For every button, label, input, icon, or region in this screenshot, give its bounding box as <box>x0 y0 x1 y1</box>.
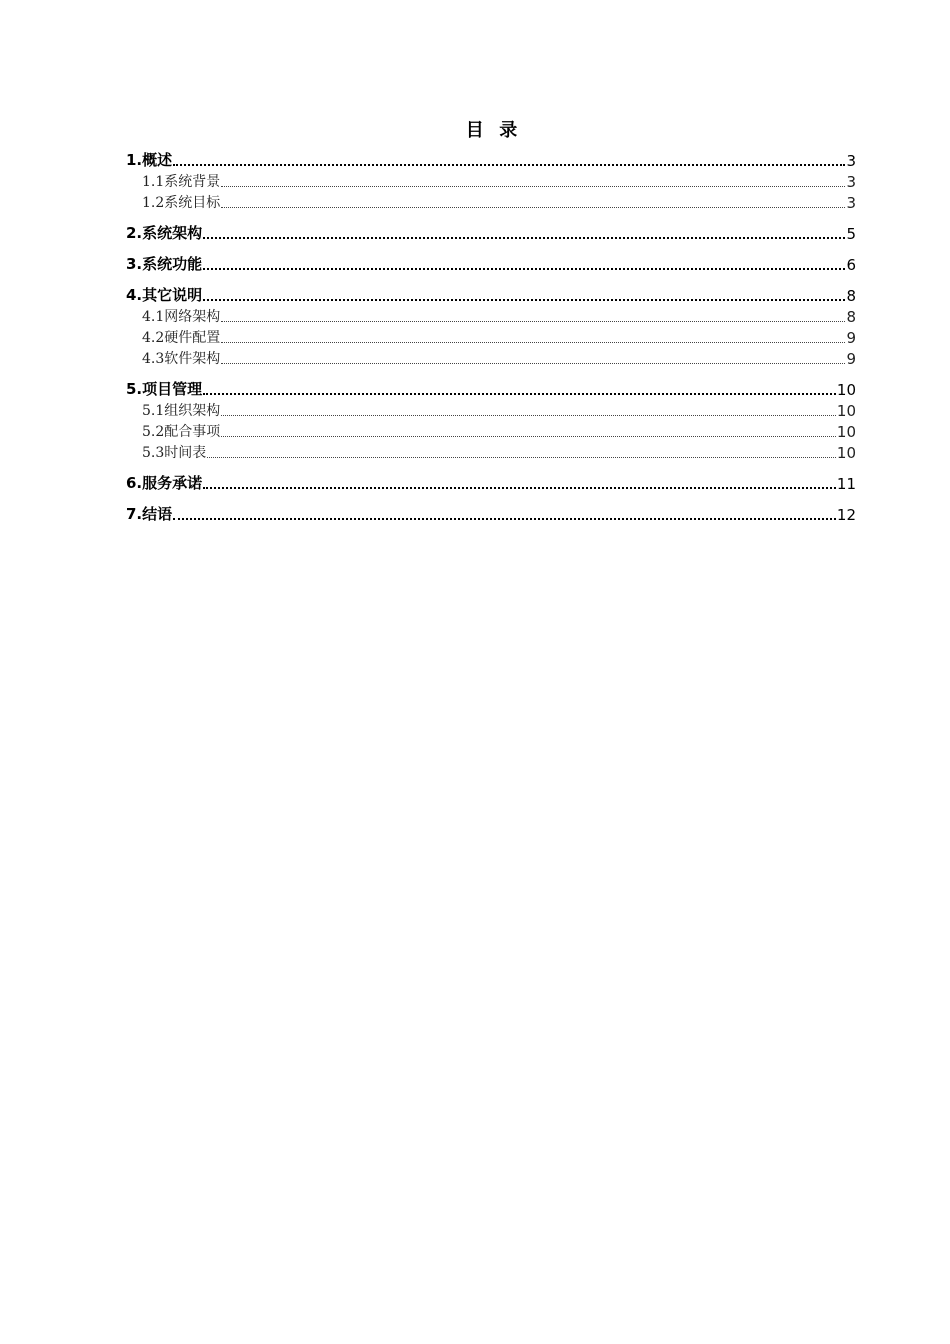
toc-entry-page: 9 <box>846 329 856 347</box>
toc-entry-7[interactable] <box>126 502 856 524</box>
toc-entry-1-1[interactable] <box>126 170 856 191</box>
toc-entry-page: 5 <box>846 225 856 243</box>
toc-entry-label: 4.其它说明 <box>126 286 203 304</box>
toc-entry-page: 3 <box>846 152 856 170</box>
toc-entry-label: 6.服务承诺 <box>126 474 203 492</box>
dot-leader <box>206 441 837 462</box>
toc-entry-label: 1.概述 <box>126 151 173 169</box>
dot-leader <box>220 420 837 441</box>
toc-entry-6[interactable] <box>126 471 856 493</box>
toc-entry-page: 8 <box>846 308 856 326</box>
dot-leader <box>220 191 846 212</box>
toc-entry-1-2[interactable] <box>126 191 856 212</box>
toc-entry-label: 3.系统功能 <box>126 255 203 273</box>
toc-entry-5-2[interactable] <box>126 420 856 441</box>
toc-entry-page: 10 <box>836 381 856 399</box>
table-of-contents <box>126 148 856 524</box>
toc-entry-5[interactable] <box>126 377 856 399</box>
toc-entry-label: 4.3软件架构 <box>142 351 221 367</box>
toc-entry-page: 10 <box>836 402 856 420</box>
dot-leader <box>202 377 837 399</box>
dot-leader <box>202 283 846 305</box>
toc-entry-label: 5.项目管理 <box>126 380 203 398</box>
toc-entry-4-1[interactable] <box>126 305 856 326</box>
dot-leader <box>220 305 846 326</box>
toc-entry-label: 5.1组织架构 <box>142 403 221 419</box>
toc-entry-page: 3 <box>846 194 856 212</box>
dot-leader <box>202 221 846 243</box>
dot-leader <box>220 399 837 420</box>
dot-leader <box>202 252 846 274</box>
toc-entry-label: 5.2配合事项 <box>142 424 221 440</box>
toc-entry-page: 11 <box>836 475 856 493</box>
dot-leader <box>220 347 846 368</box>
toc-entry-page: 10 <box>836 444 856 462</box>
toc-entry-3[interactable] <box>126 252 856 274</box>
toc-entry-2[interactable] <box>126 221 856 243</box>
toc-entry-page: 3 <box>846 173 856 191</box>
toc-entry-page: 12 <box>836 506 856 524</box>
toc-title: 目 录 <box>465 120 519 141</box>
dot-leader <box>220 326 846 347</box>
toc-entry-label: 4.1网络架构 <box>142 309 221 325</box>
dot-leader <box>172 148 846 170</box>
toc-entry-page: 6 <box>846 256 856 274</box>
toc-entry-label: 7.结语 <box>126 505 173 523</box>
toc-entry-label: 4.2硬件配置 <box>142 330 221 346</box>
toc-entry-1[interactable] <box>126 148 856 170</box>
dot-leader <box>172 502 837 524</box>
toc-entry-label: 5.3时间表 <box>142 445 207 461</box>
toc-entry-page: 8 <box>846 287 856 305</box>
toc-entry-5-1[interactable] <box>126 399 856 420</box>
toc-entry-label: 1.2系统目标 <box>142 195 221 211</box>
toc-entry-4-3[interactable] <box>126 347 856 368</box>
toc-entry-page: 9 <box>846 350 856 368</box>
toc-entry-page: 10 <box>836 423 856 441</box>
toc-entry-label: 1.1系统背景 <box>142 174 221 190</box>
toc-entry-4-2[interactable] <box>126 326 856 347</box>
toc-entry-label: 2.系统架构 <box>126 224 203 242</box>
toc-entry-4[interactable] <box>126 283 856 305</box>
dot-leader <box>202 471 837 493</box>
toc-entry-5-3[interactable] <box>126 441 856 462</box>
dot-leader <box>220 170 846 191</box>
